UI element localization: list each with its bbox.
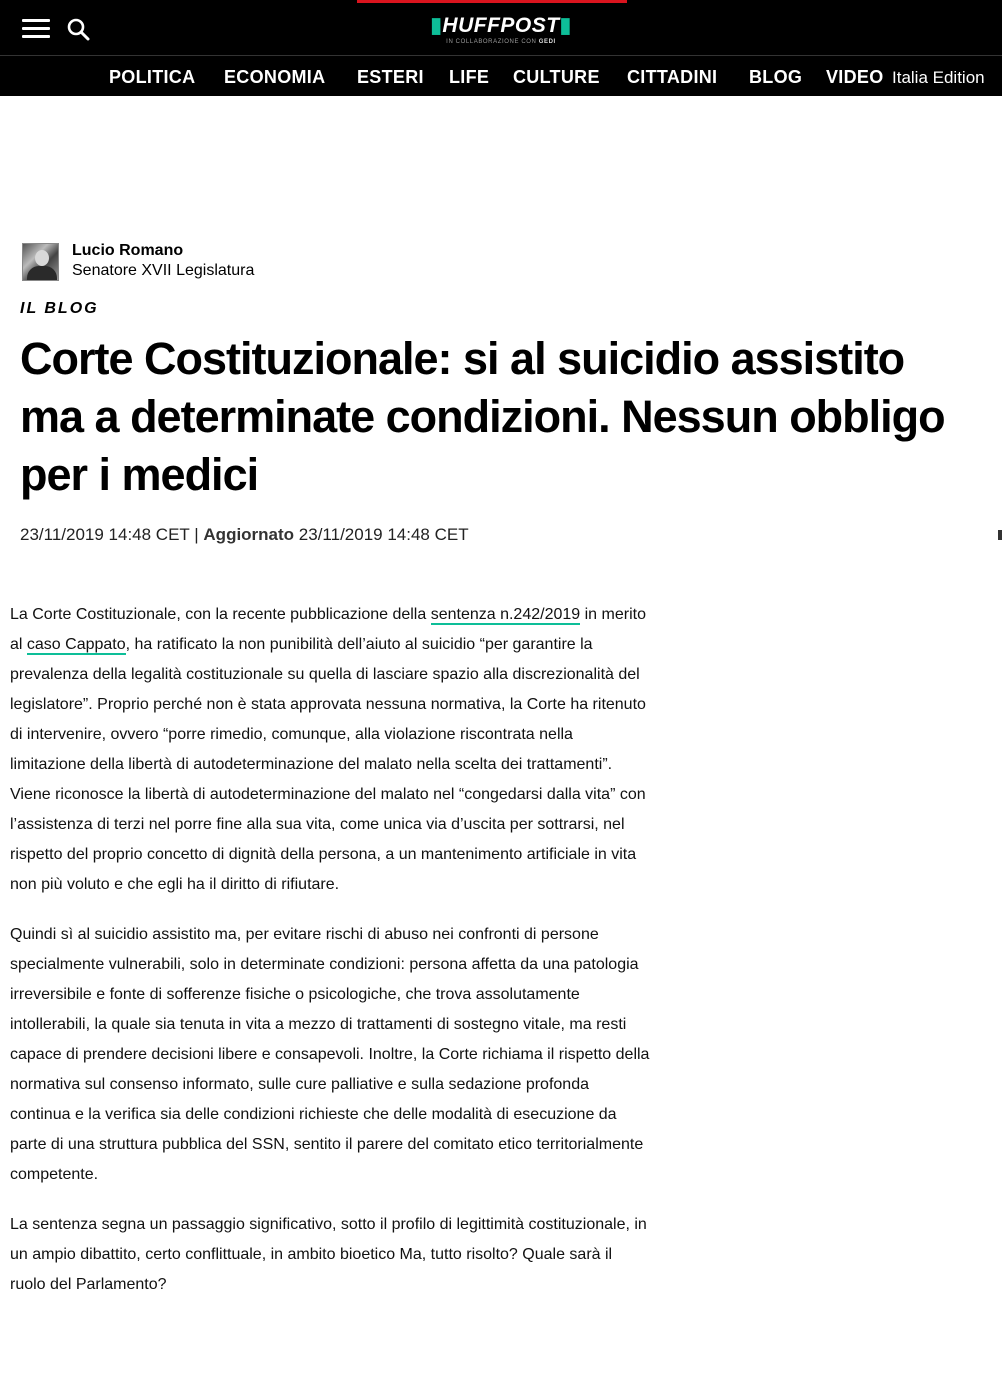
top-accent-strip	[357, 0, 627, 3]
date-separator: |	[194, 525, 199, 544]
top-bar	[0, 0, 1002, 55]
paragraph-text: , ha ratificato la non punibilità dell’aiuto al suicidio “per garantire la prevalenza della legalità costituzionale su quella di lasciare spazio alla discrezionalità del legislatore”. Proprio perché non è stata approvata nessuna normativa, la Corte ha ritenuto di intervenire, ovvero “porre rimedio, comunque, alla violazione riscontrata nella limitazione della libertà di autodeterminazione del malato nella scelta dei trattamenti”. Viene riconosce la libertà di autodeterminazione del malato nel “congedarsi dalla vita” con l’assistenza di terzi nel porre fine alla sua vita, come unica via d’uscita per sottrarsi, nel rispetto del proprio concetto di dignità della persona, a un mantenimento artificiale in vita non più voluto e che egli ha il diritto di rifiutare.	[10, 636, 646, 893]
nav-item-life[interactable]: LIFE	[449, 67, 490, 87]
nav-item-video[interactable]: VIDEO	[826, 67, 884, 87]
author-role: Senatore XVII Legislatura	[72, 262, 255, 279]
link-sentenza[interactable]: sentenza n.242/2019	[430, 606, 581, 623]
logo-wordmark: ▮HUFFPOST▮	[430, 14, 572, 37]
edge-marker	[998, 530, 1002, 540]
article-paragraph-2: Quindi sì al suicidio assistito ma, per evitare rischi di abuso nei confronti di persone specialmente vulnerabili, solo in determinate condizioni: persona affetta da una patologia irreversibile e fonte di sofferenze fisiche o psicologiche, che trova assolutamente intollerabili, la quale sia tenuta in vita a mezzo di trattamenti di sostegno vitale, ma resti capace di prendere decisioni libere e consapevoli. Inoltre, la Corte richiama il rispetto della normativa sul consenso informato, sulle cure palliative e sulla sedazione profonda continua e la verifica sia delle condizioni richieste che delle modalità di esecuzione da parte di una struttura pubblica del SSN, sentito il parere del comitato etico territorialmente competente.	[10, 926, 650, 1183]
article-paragraph-1	[10, 600, 650, 900]
section-label: IL BLOG	[20, 300, 99, 317]
hamburger-menu-icon[interactable]	[22, 19, 50, 39]
article-title: Corte Costituzionale: si al suicidio assistito ma a determinate condizioni. Nessun obbligo per i medici	[20, 333, 945, 500]
published-date: 23/11/2019 14:48 CET	[20, 525, 190, 544]
huffpost-logo[interactable]	[426, 14, 576, 48]
nav-item-culture[interactable]: CULTURE	[513, 67, 600, 87]
updated-date: 23/11/2019 14:48 CET	[298, 525, 469, 544]
article-paragraph-3: La sentenza segna un passaggio significativo, sotto il profilo di legittimità costituzionale, in un ampio dibattito, certo conflittuale, in ambito bioetico Ma, tutto risolto? Quale sarà il ruolo del Parlamento?	[10, 1216, 647, 1293]
updated-label: Aggiornato	[203, 525, 295, 544]
nav-item-economia[interactable]: ECONOMIA	[224, 67, 326, 87]
edition-selector[interactable]: Italia Edition	[892, 68, 985, 87]
nav-item-politica[interactable]: POLITICA	[109, 67, 196, 87]
link-caso-cappato[interactable]: caso Cappato	[26, 636, 126, 653]
nav-item-blog[interactable]: BLOG	[749, 67, 803, 87]
section-nav	[0, 55, 1002, 96]
nav-item-cittadini[interactable]: CITTADINI	[627, 67, 718, 87]
paragraph-text: in merito al	[10, 606, 646, 653]
article-body	[10, 600, 650, 1320]
author-name[interactable]: Lucio Romano	[72, 242, 184, 259]
logo-partner-line: IN COLLABORAZIONE CON GEDI	[446, 39, 556, 45]
avatar[interactable]	[22, 243, 59, 281]
article-timestamp	[20, 525, 469, 545]
paragraph-text: La Corte Costituzionale, con la recente pubblicazione della	[10, 606, 431, 623]
search-icon[interactable]	[66, 17, 90, 41]
nav-item-esteri[interactable]: ESTERI	[357, 67, 424, 87]
